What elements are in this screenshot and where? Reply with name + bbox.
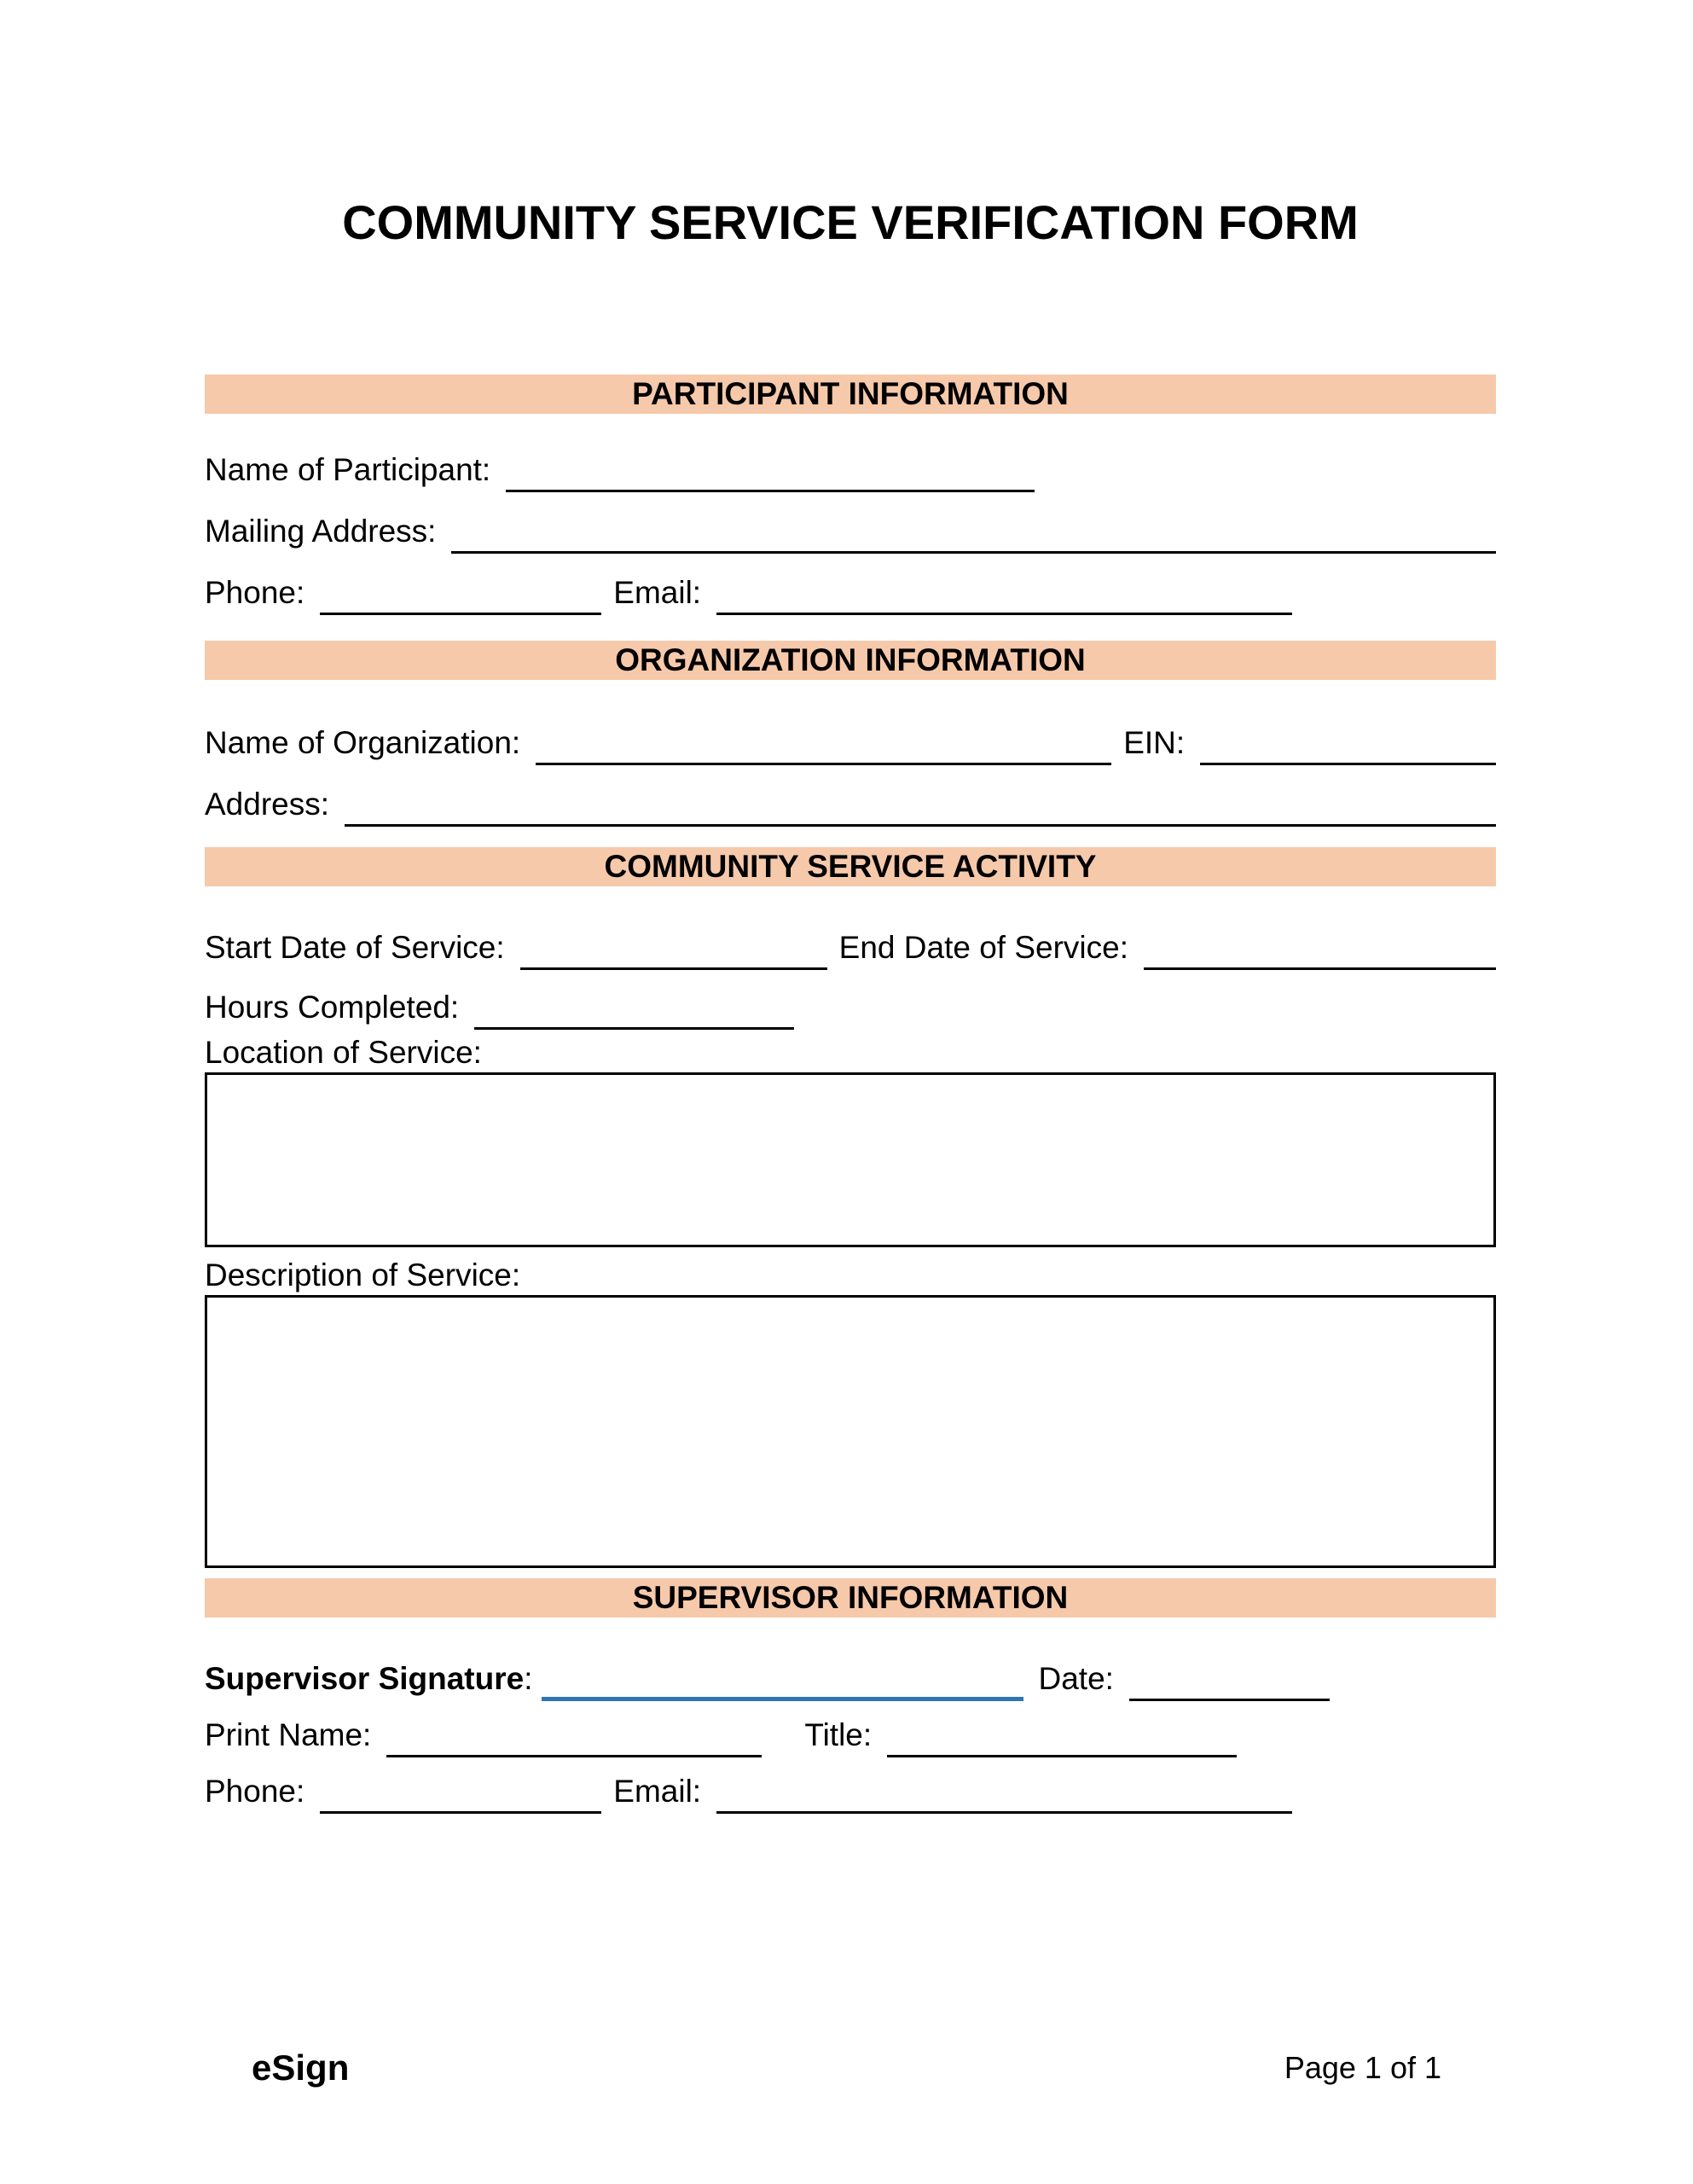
participant-email-label: Email: <box>613 575 702 610</box>
supervisor-date-label: Date: <box>1038 1661 1114 1696</box>
participant-mailing-address-label: Mailing Address: <box>205 514 437 549</box>
section-header-participant-label: PARTICIPANT INFORMATION <box>632 376 1069 411</box>
start-date-input-line[interactable] <box>520 926 827 970</box>
organization-address-row <box>205 782 1496 827</box>
supervisor-name-title-row <box>205 1713 1496 1757</box>
form-content <box>205 0 1496 1814</box>
supervisor-title-label: Title: <box>804 1717 873 1752</box>
organization-name-input-line[interactable] <box>536 722 1111 765</box>
supervisor-phone-label: Phone: <box>205 1774 305 1809</box>
description-of-service-box[interactable] <box>205 1295 1496 1568</box>
service-dates-row <box>205 926 1496 970</box>
supervisor-signature-label <box>205 1657 533 1701</box>
section-header-organization <box>205 641 1496 680</box>
section-header-supervisor <box>205 1578 1496 1618</box>
organization-address-label: Address: <box>205 787 330 822</box>
end-date-label: End Date of Service: <box>838 930 1128 965</box>
supervisor-signature-label-colon: : <box>524 1661 533 1696</box>
start-date-label: Start Date of Service: <box>205 930 505 965</box>
organization-ein-label: EIN: <box>1123 725 1186 760</box>
participant-phone-label: Phone: <box>205 575 305 610</box>
supervisor-signature-label-bold: Supervisor Signature <box>205 1661 525 1696</box>
form-title: COMMUNITY SERVICE VERIFICATION FORM <box>342 195 1359 249</box>
page-indicator: Page 1 of 1 <box>1284 2050 1441 2085</box>
participant-email-input-line[interactable] <box>716 572 1292 615</box>
participant-name-label: Name of Participant: <box>205 452 491 487</box>
participant-phone-email-row <box>205 571 1496 615</box>
supervisor-signature-input-line[interactable] <box>542 1657 1023 1701</box>
section-header-supervisor-label: SUPERVISOR INFORMATION <box>632 1580 1069 1615</box>
participant-mailing-address-row <box>205 509 1496 554</box>
supervisor-date-input-line[interactable] <box>1129 1658 1330 1701</box>
supervisor-phone-input-line[interactable] <box>320 1770 601 1814</box>
supervisor-print-name-input-line[interactable] <box>386 1714 762 1757</box>
supervisor-print-name-label: Print Name: <box>205 1717 372 1752</box>
participant-name-input-line[interactable] <box>506 449 1035 492</box>
participant-mailing-address-input-line[interactable] <box>451 510 1496 554</box>
end-date-input-line[interactable] <box>1144 926 1496 970</box>
page-footer <box>252 2046 1441 2090</box>
location-of-service-box[interactable] <box>205 1072 1496 1247</box>
supervisor-signature-row <box>205 1657 1496 1701</box>
hours-completed-input-line[interactable] <box>474 986 794 1030</box>
section-header-activity-label: COMMUNITY SERVICE ACTIVITY <box>604 849 1097 884</box>
supervisor-email-label: Email: <box>613 1774 702 1809</box>
organization-name-label: Name of Organization: <box>205 725 521 760</box>
supervisor-title-input-line[interactable] <box>887 1714 1237 1757</box>
supervisor-email-input-line[interactable] <box>716 1770 1292 1814</box>
participant-name-row <box>205 448 1496 492</box>
location-of-service-label: Location of Service: <box>205 1035 482 1070</box>
section-header-organization-label: ORGANIZATION INFORMATION <box>615 642 1086 677</box>
description-of-service-label: Description of Service: <box>205 1258 521 1292</box>
participant-phone-input-line[interactable] <box>320 572 601 615</box>
hours-completed-row <box>205 985 1496 1030</box>
section-header-activity <box>205 847 1496 886</box>
organization-ein-input-line[interactable] <box>1200 722 1496 765</box>
hours-completed-label: Hours Completed: <box>205 990 460 1025</box>
organization-name-ein-row <box>205 721 1496 765</box>
supervisor-phone-email-row <box>205 1769 1496 1814</box>
section-header-participant <box>205 375 1496 414</box>
esign-logo: eSign <box>252 2048 350 2088</box>
organization-address-input-line[interactable] <box>345 783 1496 827</box>
